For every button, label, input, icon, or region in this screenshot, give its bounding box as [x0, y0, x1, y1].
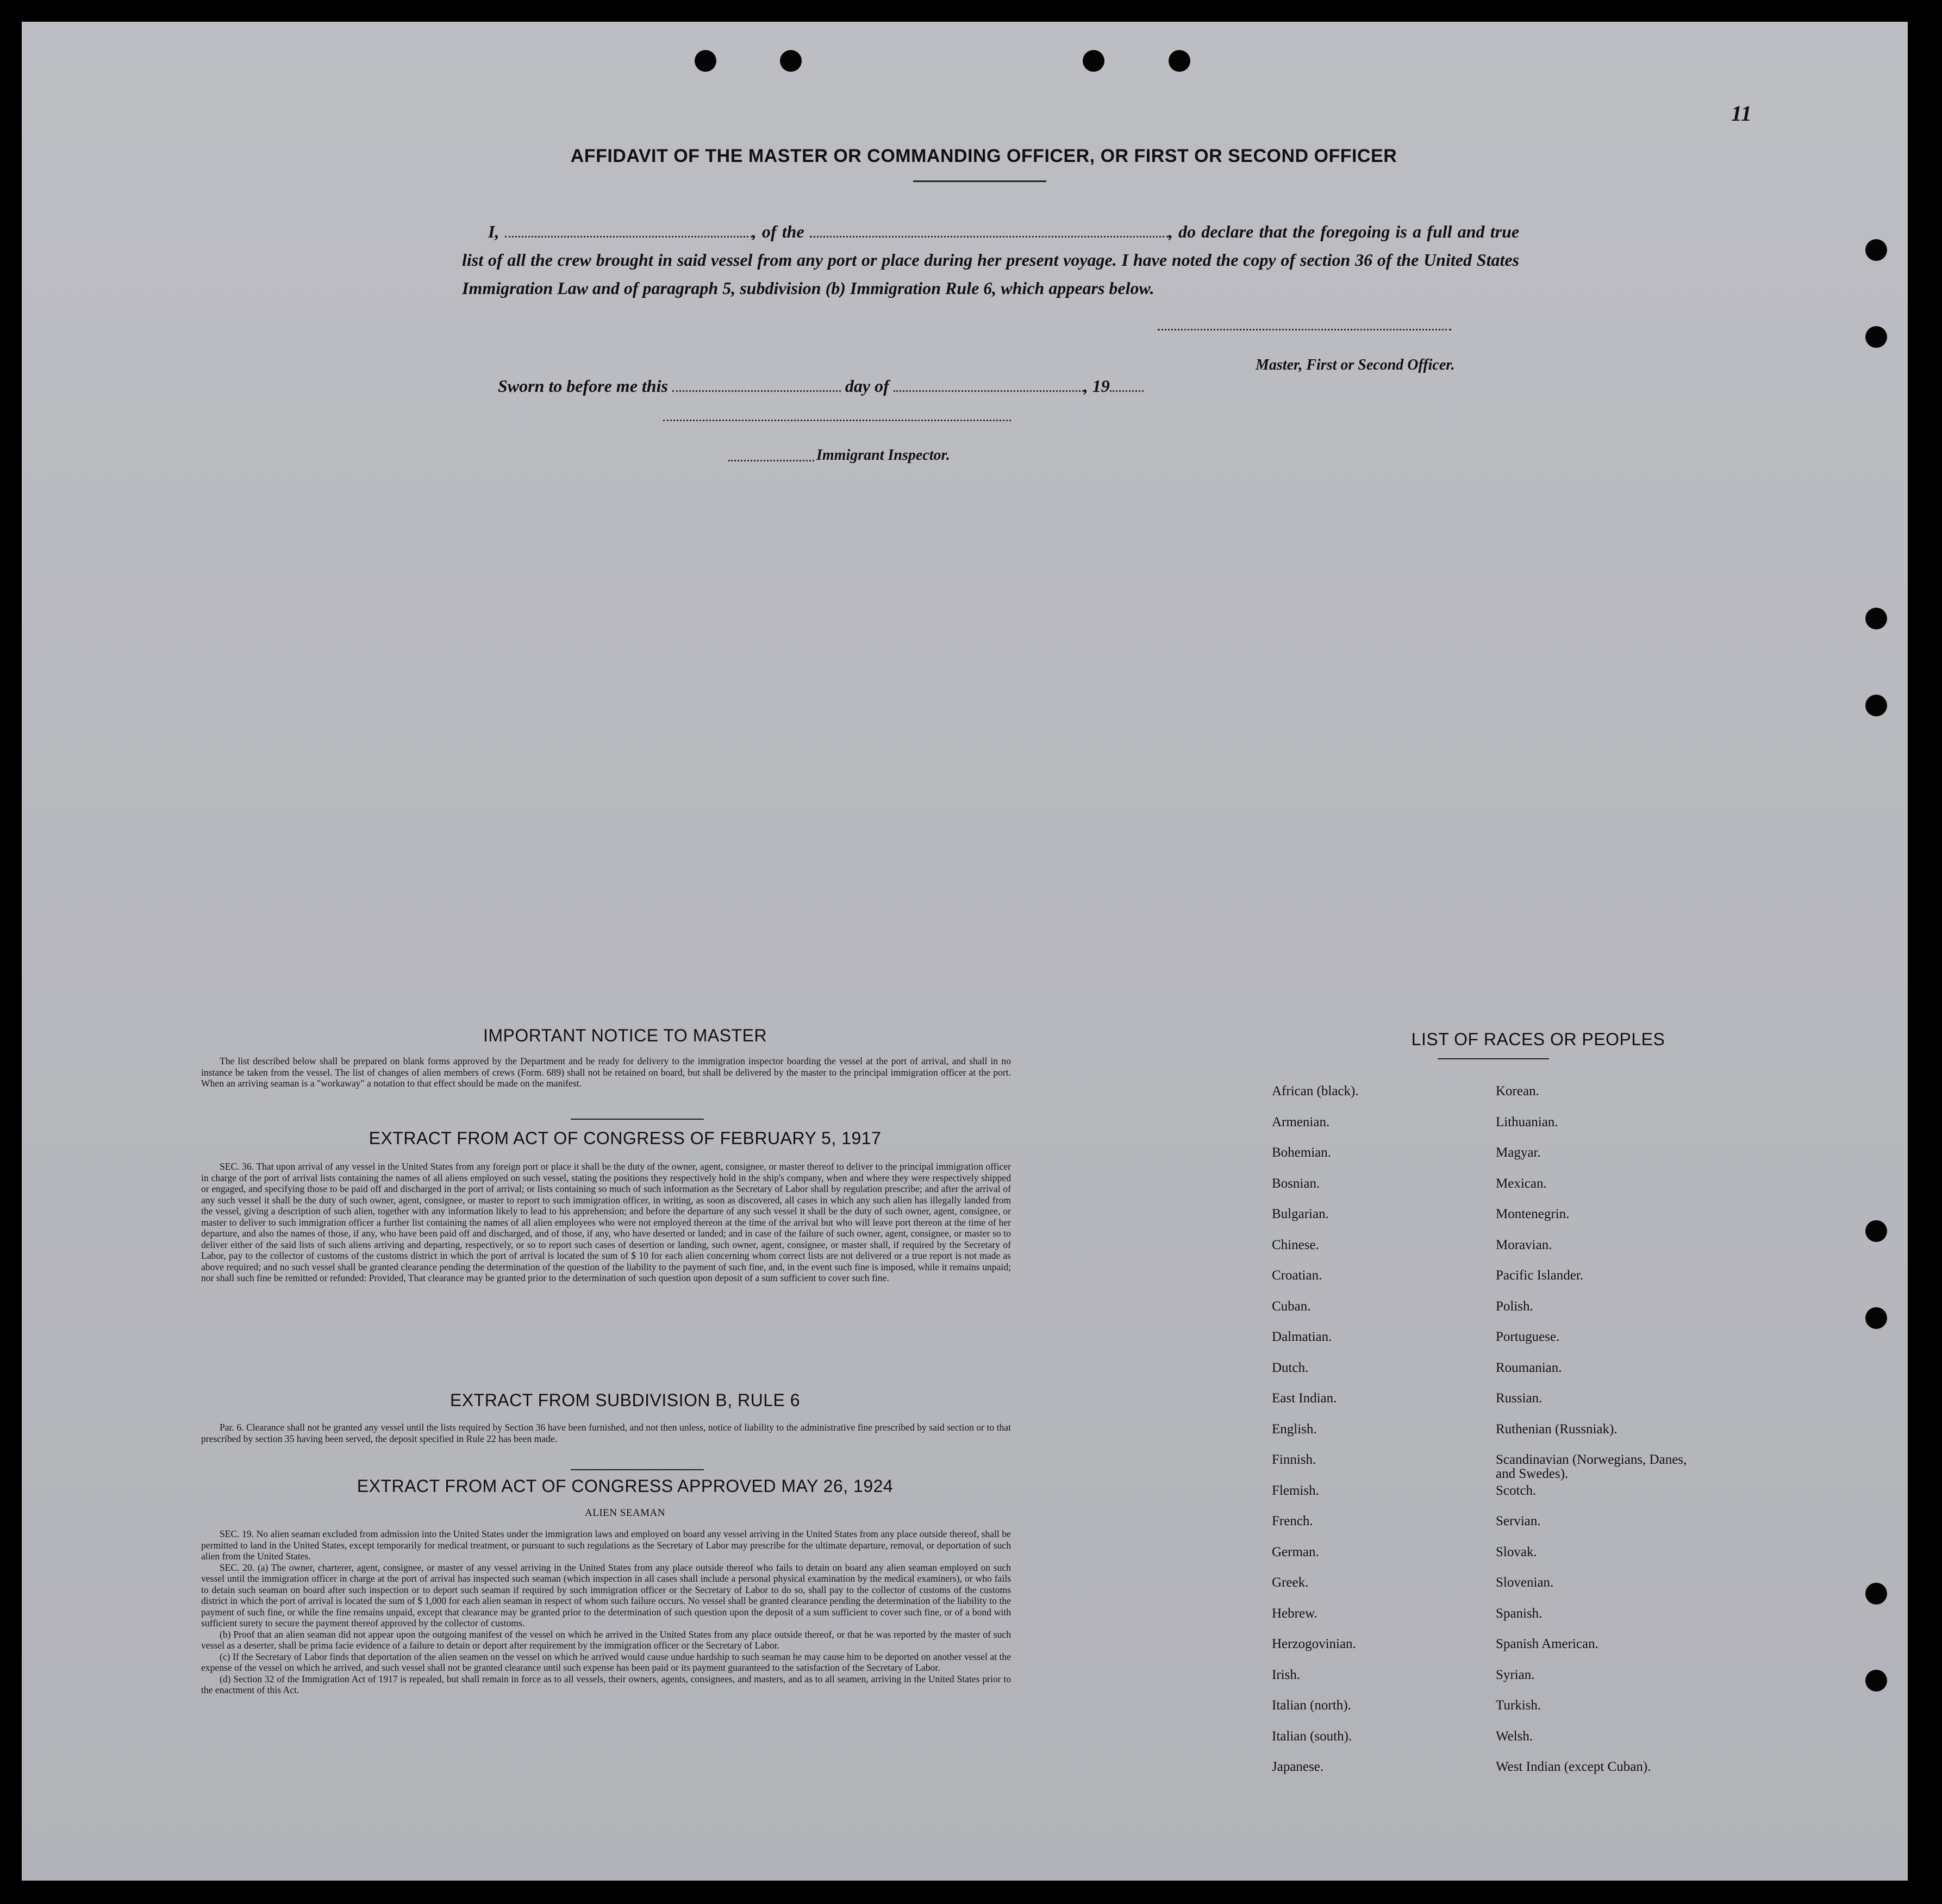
punch-hole [1865, 326, 1887, 348]
sec20a-paragraph: SEC. 20. (a) The owner, charterer, agent, consignee, or master of any vessel arriving in the United States from any place outside thereof who fails to detain on board any alien seaman employed on such vessel until the immigration officer in charge at the port of arrival has inspected such seaman (which inspection in all cases shall include a personal physical examination by the medical examiners), or who fails to detain such seaman on board after such inspection or to deport such seaman if required by such immigration officer or the Secretary of Labor to do so, shall pay to the collector of customs of the customs district in which the port of arrival is located the sum of $ 1,000 for each alien seaman in respect of whom such failure occurs. No vessel shall be granted clearance pending the determination of the liability to the payment of such fine, or while the fine remains unpaid, except that clearance may be granted prior to the determination of such question upon the deposit of a sum sufficient to cover such fine, or of a bond with sufficient surety to secure the payment thereof approved by the collector of customs. [201, 1562, 1011, 1628]
race-item: Italian (south). [1272, 1728, 1352, 1744]
affidavit-title: AFFIDAVIT OF THE MASTER OR COMMANDING OFFICER, OR FIRST OR SECOND OFFICER [570, 146, 1397, 166]
sec36-paragraph: SEC. 36. That upon arrival of any vessel in the United States from any foreign port or place it shall be the duty of the owner, agent, consignee, or master thereof to deliver to the principal immigration officer in charge of the port of arrival lists containing the names of all aliens employed on such vessel, stating the positions they respectively hold in the ship's company, when and where they were respectively shipped or engaged, and specifying those to be paid off and discharged in the port of arrival; or lists containing so much of such information as the Secretary of Labor shall by regulation prescribe; and after the arrival of any such vessel it shall be the duty of such owner, agent, consignee, or master to report to such immigration officer, in writing, as soon as discovered, all cases in which any such alien has illegally landed from the vessel, giving a description of such alien, together with any information likely to lead to his apprehension; and before the departure of any such vessel it shall be the duty of such owner, agent, consignee, or master to deliver to such immigration officer a further list containing the names of all alien employees who were not employed thereon at the time of the arrival but who will leave port thereon at the time of her departure, and also the names of those, if any, who have been paid off and discharged, and of those, if any, who have deserted or landed; and in case of the failure of such owner, agent, consignee, or master so to deliver either of the said lists of such aliens arriving and departing, respectively, or so to report such cases of desertion or landing, such owner, agent, consignee, or master shall, if required by the Secretary of Labor, pay to the collector of customs of the customs district in which the port of arrival is located the sum of $ 10 for each alien concerning whom correct lists are not delivered or a true report is not made as above required; and no such vessel shall be granted clearance pending the determination of the question of the liability to the payment of such fine, and, in the event such fine is imposed, while it remains unpaid; nor shall such fine be remitted or refunded: Provided, That clearance may be granted prior to the determination of such question upon deposit of a sum sufficient to cover such fine. [201, 1161, 1011, 1283]
race-item: West Indian (except Cuban). [1496, 1759, 1651, 1774]
inspector-signature-line [663, 420, 1011, 421]
sworn-prefix: Sworn to before me this [498, 376, 668, 396]
race-item: Slovenian. [1496, 1575, 1554, 1590]
race-item: Korean. [1496, 1084, 1539, 1098]
race-item: Japanese. [1272, 1759, 1324, 1774]
vessel-blank [810, 221, 1169, 238]
punch-hole [1865, 695, 1887, 716]
race-item: Montenegrin. [1496, 1207, 1570, 1221]
race-item: Flemish. [1272, 1483, 1319, 1498]
sec20c-paragraph: (c) If the Secretary of Labor finds that deportation of the alien seamen on the vessel on which he arrived would cause undue hardship to such seaman he may cause him to be deported on another vessel at the expense of the vessel on which he arrived, and such vessel shall not be granted clearance until such expense has been paid or its payment guaranteed to the satisfaction of the Secretary of Labor. [201, 1651, 1011, 1673]
sworn-day-label: day of [845, 376, 889, 396]
notice-paragraph: The list described below shall be prepared on blank forms approved by the Department and be ready for delivery to the immigration inspector boarding the vessel at the port of arrival, and shall in no instance be taken from the vessel. The list of changes of alien members of crews (Form. 689) shall not be retained on board, but shall be delivered by the master to the principal immigration officer at the port. When an arriving seaman is a "workaway" a notation to that effect should be made on the manifest. [201, 1056, 1011, 1089]
race-item: Slovak. [1496, 1544, 1537, 1559]
punch-hole [1169, 50, 1190, 72]
sec20b-paragraph: (b) Proof that an alien seaman did not appear upon the outgoing manifest of the vessel on which he arrived in the United States from any place outside thereof, or that he was reported by the master of such vessel as a deserter, shall be prima facie evidence of a failure to detain or deport after requirement by the immigration officer or the Secretary of Labor. [201, 1628, 1011, 1651]
punch-hole [1865, 239, 1887, 261]
race-item: Servian. [1496, 1514, 1541, 1528]
race-item: Dalmatian. [1272, 1329, 1332, 1344]
races-divider [1438, 1058, 1549, 1059]
inspector-signature-label: Immigrant Inspector. [816, 447, 950, 464]
master-signature-label: Master, First or Second Officer. [1256, 357, 1455, 373]
punch-hole [1083, 50, 1104, 72]
race-item: Spanish American. [1496, 1637, 1598, 1651]
race-item: African (black). [1272, 1084, 1359, 1098]
race-item: Cuban. [1272, 1299, 1311, 1314]
race-item: German. [1272, 1544, 1319, 1559]
race-item: Armenian. [1272, 1114, 1330, 1129]
declaration-i: I, [488, 222, 499, 241]
sworn-month-blank [894, 376, 1084, 392]
race-item: Spanish. [1496, 1606, 1543, 1621]
inspector-label-dots [728, 447, 814, 461]
punch-hole [1865, 1220, 1887, 1242]
race-item: Finnish. [1272, 1452, 1316, 1467]
race-item: English. [1272, 1421, 1317, 1437]
notice-text [201, 1056, 1011, 1089]
race-item: Herzogovinian. [1272, 1637, 1356, 1651]
race-item: Polish. [1496, 1299, 1533, 1314]
race-item: Lithuanian. [1496, 1114, 1558, 1129]
alien-seaman-subheading: ALIEN SEAMAN [585, 1507, 665, 1519]
race-item: Ruthenian (Russniak). [1496, 1421, 1618, 1437]
races-heading: LIST OF RACES OR PEOPLES [1411, 1029, 1665, 1049]
extract-1924-text [201, 1528, 1011, 1696]
master-signature-line [1158, 329, 1451, 330]
sec20d-paragraph: (d) Section 32 of the Immigration Act of 1917 is repealed, but shall remain in force as to all vessels, their owners, agents, consignees, and masters, and as to all seamen, arriving in the United States prior to the enactment of this Act. [201, 1673, 1011, 1695]
title-divider [913, 180, 1046, 182]
race-item: Scotch. [1496, 1483, 1537, 1498]
punch-hole [1865, 1670, 1887, 1691]
punch-hole [1865, 608, 1887, 629]
punch-hole [1865, 1307, 1887, 1329]
section-divider [571, 1469, 704, 1470]
extract-1924-heading: EXTRACT FROM ACT OF CONGRESS APPROVED MAY 26, 1924 [357, 1476, 894, 1496]
declaration-of-the: , of the [752, 222, 804, 241]
race-item: Dutch. [1272, 1360, 1309, 1375]
extract-rule6-heading: EXTRACT FROM SUBDIVISION B, RULE 6 [449, 1390, 801, 1410]
sworn-statement [498, 376, 1144, 396]
margin-mark: 11 [1731, 101, 1752, 126]
race-item: Croatian. [1272, 1268, 1322, 1283]
punch-hole [1865, 1583, 1887, 1605]
races-column-left [1272, 1084, 1359, 1791]
race-item: Russian. [1496, 1391, 1543, 1406]
par6-paragraph: Par. 6. Clearance shall not be granted any vessel until the lists required by Section 36 have been furnished, and not then unless, notice of liability to the administrative fine prescribed by said section or to that prescribed by section 35 having been served, the deposit specified in Rule 22 has been made. [201, 1422, 1011, 1444]
race-item: Syrian. [1496, 1667, 1535, 1682]
sec19-paragraph: SEC. 19. No alien seaman excluded from admission into the United States under the immigration laws and employed on board any vessel arriving in the United States from any place outside thereof, shall be permitted to land in the United States, except temporarily for medical treatment, or pursuant to such regulations as the Secretary of Labor may prescribe for the ultimate departure, removal, or deportation of such alien from the United States. [201, 1528, 1011, 1562]
extract-rule6-text [201, 1422, 1011, 1444]
sworn-day-blank [672, 376, 841, 392]
name-blank [505, 221, 752, 238]
document-sheet [22, 22, 1908, 1881]
punch-hole [695, 50, 716, 72]
race-item: Moravian. [1496, 1237, 1552, 1252]
race-item: French. [1272, 1514, 1313, 1528]
notice-heading: IMPORTANT NOTICE TO MASTER [483, 1026, 767, 1045]
race-item: Bulgarian. [1272, 1207, 1329, 1221]
declaration-body: that the foregoing is a full and true list of all the crew brought in said vessel from any port or place during her present voyage. I have noted the copy of section 36 of the United States Immigration Law and of paragraph 5, subdivision (b) Immigration Rule 6, which appears below. [462, 222, 1520, 298]
section-divider [571, 1119, 704, 1120]
race-item: Bosnian. [1272, 1176, 1320, 1191]
race-item: Turkish. [1496, 1698, 1541, 1713]
race-item: Bohemian. [1272, 1145, 1332, 1160]
declaration-declare: , do declare [1168, 222, 1254, 241]
race-item: Irish. [1272, 1667, 1301, 1682]
sworn-year-label: , 19 [1083, 376, 1110, 396]
punch-hole [780, 50, 802, 72]
race-item: Magyar. [1496, 1145, 1541, 1160]
race-item: Chinese. [1272, 1237, 1319, 1252]
race-item: Italian (north). [1272, 1698, 1351, 1713]
extract-1917-heading: EXTRACT FROM ACT OF CONGRESS OF FEBRUARY 5, 1917 [369, 1128, 882, 1148]
race-item: Portuguese. [1496, 1329, 1560, 1344]
declaration-text [462, 217, 1519, 302]
extract-1917-text [201, 1161, 1011, 1284]
race-item: Hebrew. [1272, 1606, 1317, 1621]
race-item: Roumanian. [1496, 1360, 1562, 1375]
race-item: Greek. [1272, 1575, 1309, 1590]
race-item: Scandinavian (Norwegians, Danes, and Swedes). [1496, 1452, 1687, 1481]
race-item: Mexican. [1496, 1176, 1547, 1191]
sworn-year-blank [1110, 376, 1144, 392]
race-item: East Indian. [1272, 1391, 1337, 1406]
race-item: Welsh. [1496, 1728, 1533, 1744]
race-item: Pacific Islander. [1496, 1268, 1584, 1283]
races-column-right [1496, 1084, 1708, 1791]
